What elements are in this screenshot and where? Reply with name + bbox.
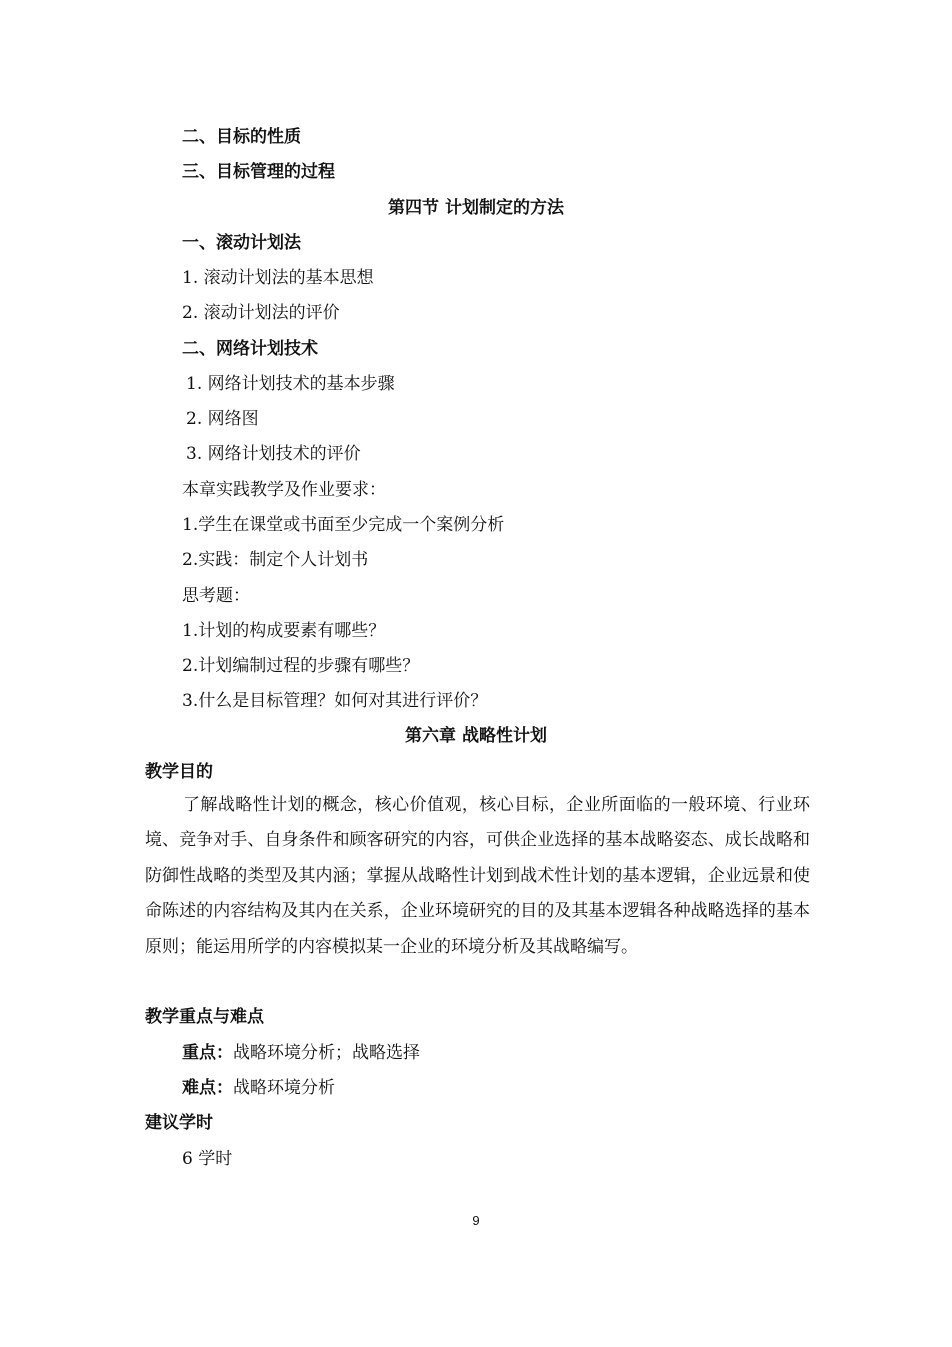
list-item: 1. 滚动计划法的基本思想 (182, 268, 374, 288)
list-item: 1.计划的构成要素有哪些？ (182, 621, 386, 641)
list-item: 1.学生在课堂或书面至少完成一个案例分析 (182, 515, 505, 535)
keypoints-heading: 教学重点与难点 (145, 1007, 264, 1027)
list-item: 3. 网络计划技术的评价 (186, 444, 361, 464)
key-point-label: 重点： (182, 1043, 233, 1063)
list-item: 2.计划编制过程的步骤有哪些？ (182, 656, 420, 676)
difficult-point-line (182, 1076, 335, 1100)
section-title-planning-methods: 第四节 计划制定的方法 (388, 198, 564, 218)
list-item: 1. 网络计划技术的基本步骤 (186, 374, 395, 394)
list-item: 2.实践：制定个人计划书 (182, 550, 369, 570)
page-number: 9 (472, 1213, 480, 1228)
list-item: 2. 滚动计划法的评价 (182, 303, 340, 323)
section-heading-mbo-process: 三、目标管理的过程 (182, 162, 335, 182)
objective-paragraph: 了解战略性计划的概念，核心价值观，核心目标，企业所面临的一般环境、行业环境、竞争对手、自身条件和顾客研究的内容，可供企业选择的基本战略姿态、成长战略和防御性战略的类型及其内涵；掌握从战略性计划到战术性计划的基本逻辑，企业远景和使命陈述的内容结构及其内在关系，企业环境研究的目的及其基本逻辑各种战略选择的基本原则；能运用所学的内容模拟某一企业的环境分析及其战略编写。 (145, 795, 810, 957)
practice-heading: 本章实践教学及作业要求： (182, 480, 386, 500)
chapter-title: 第六章 战略性计划 (405, 726, 547, 746)
subheading-rolling-plan: 一、滚动计划法 (182, 233, 301, 253)
difficult-point-text: 战略环境分析 (233, 1078, 335, 1098)
list-item: 2. 网络图 (186, 409, 259, 429)
hours-value: 6 学时 (182, 1149, 233, 1169)
section-heading-goal-nature: 二、目标的性质 (182, 127, 301, 147)
hours-heading: 建议学时 (145, 1113, 213, 1133)
difficult-point-label: 难点： (182, 1078, 233, 1098)
key-point-line (182, 1041, 420, 1065)
list-item: 3.什么是目标管理？如何对其进行评价？ (182, 691, 488, 711)
subheading-network-planning: 二、网络计划技术 (182, 339, 318, 359)
objective-heading: 教学目的 (145, 762, 213, 782)
questions-heading: 思考题： (182, 586, 250, 606)
key-point-text: 战略环境分析；战略选择 (233, 1043, 420, 1063)
